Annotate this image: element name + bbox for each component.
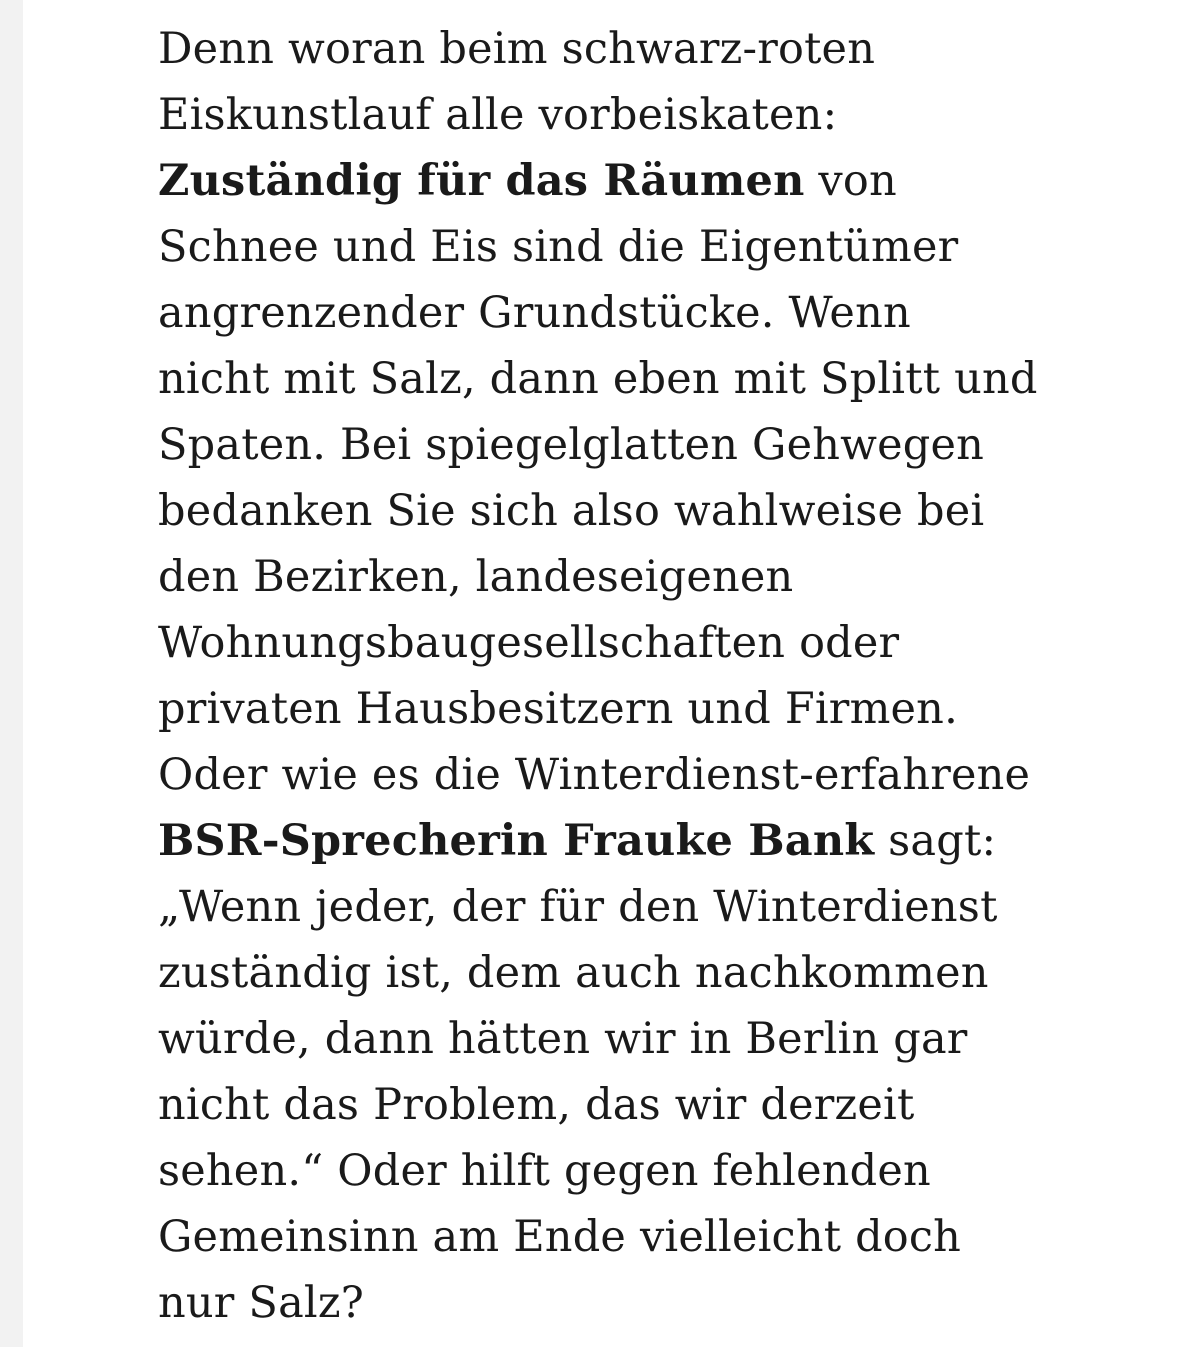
article-line: angrenzender Grundstücke. Wenn <box>158 288 911 338</box>
article-line: Schnee und Eis sind die Eigentümer <box>158 222 959 272</box>
left-margin-strip <box>0 0 23 1347</box>
article-line: Spaten. Bei spiegelglatten Gehwegen <box>158 420 985 470</box>
article-line: bedanken Sie sich also wahlweise bei <box>158 486 985 536</box>
article-line: Zuständig für das Räumen von <box>158 156 897 206</box>
article-line: Denn woran beim schwarz-roten <box>158 24 876 74</box>
article-line: den Bezirken, landeseigenen <box>158 552 794 602</box>
article-line: Gemeinsinn am Ende vielleicht doch <box>158 1212 962 1262</box>
article-line: Eiskunstlauf alle vorbeiskaten: <box>158 90 838 140</box>
article-body <box>158 16 1088 1336</box>
article-line: Wohnungsbaugesellschaften oder <box>158 618 900 668</box>
article-line: sehen.“ Oder hilft gegen fehlenden <box>158 1146 931 1196</box>
article-line: zuständig ist, dem auch nachkommen <box>158 948 989 998</box>
article-line: privaten Hausbesitzern und Firmen. <box>158 684 958 734</box>
article-line: BSR-Sprecherin Frauke Bank sagt: <box>158 816 997 866</box>
article-line: nicht mit Salz, dann eben mit Splitt und <box>158 354 1038 404</box>
bold-phrase-bsr-sprecherin: BSR-Sprecherin Frauke Bank <box>158 816 875 866</box>
bold-phrase-zustaendig: Zuständig für das Räumen <box>158 156 805 206</box>
article-line: Oder wie es die Winterdienst-erfahrene <box>158 750 1031 800</box>
article-line: nicht das Problem, das wir derzeit <box>158 1080 915 1130</box>
article-line: würde, dann hätten wir in Berlin gar <box>158 1014 968 1064</box>
article-line: nur Salz? <box>158 1278 364 1328</box>
article-line: „Wenn jeder, der für den Winterdienst <box>158 882 998 932</box>
